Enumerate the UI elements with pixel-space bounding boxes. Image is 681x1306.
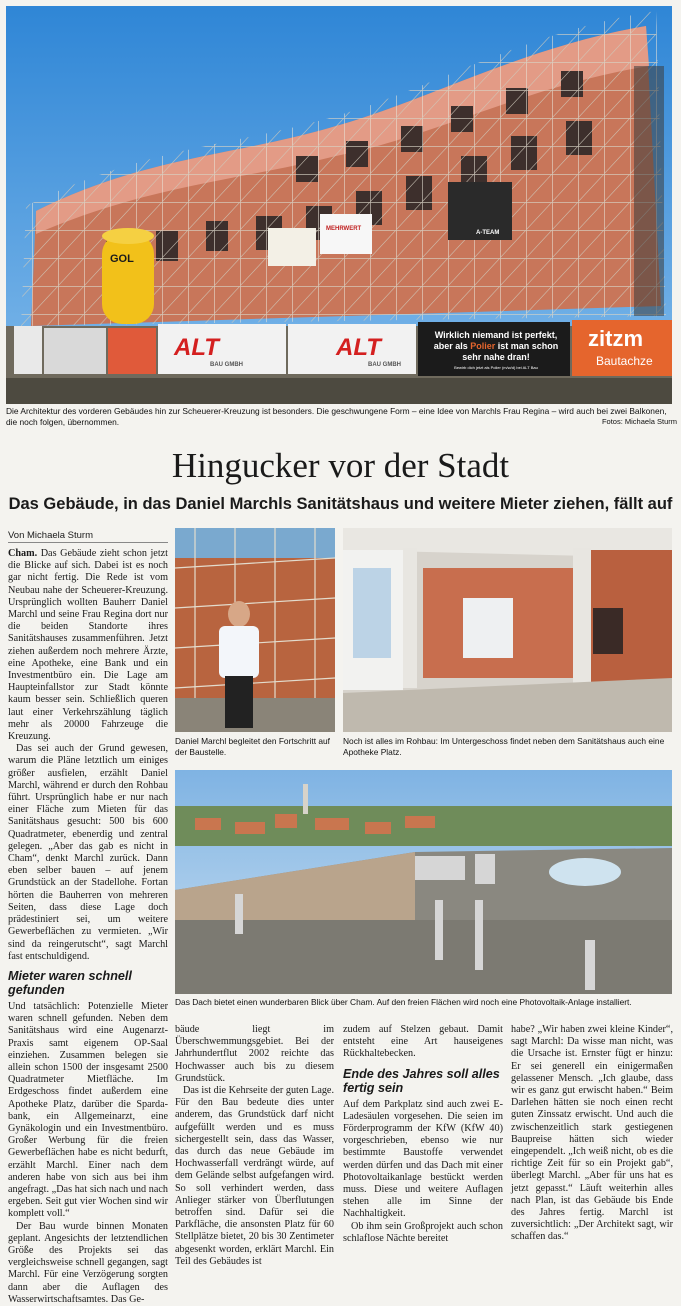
poster-line-2b: Polier [470,341,496,351]
roof-illustration [175,770,672,994]
ateam-banner: A-TEAM [476,230,500,236]
col2-paragraph-2: Das ist die Kehrseite der guten Lage. Für den Bau bedeute dies unter anderem, das Grundstück darf nicht aufgefüllt werden und es muss sichergestellt sein, dass das Wasser, das durch das neue Gebäude im Hochwasserfall verdrängt würde, auf dem Gelände selbst aufgefangen wird. So soll verhindert werden, dass Anlieger stärker von Überflutungen betroffen sind. Dafür sei die Parkfläche, die ansonsten Platz für 60 Stellplätze bietet, 20 bis 30 Zentimeter abgesenkt worden, erklärt Marchl. Ein Teil des Gebäudes ist [175,1085,334,1267]
mehrwert-banner: MEHRWERT [326,226,362,232]
alt-logo-left: ALT [174,334,219,361]
col1-p1-text: Das Gebäude zieht schon jetzt die Blicke auf sich. Dabei ist es noch gar nicht fertig. Die Rede ist vom Neubau nahe der Scheuerer-Kreuzung. Ursprünglich wollten Bauherr Daniel Marchl und seine Frau Regina dort nur die beiden Standorte ihres Sanitätshauses zusammenführen. Jetzt ziehen außerdem noch mehrere Ärzte, eine Apotheke, eine Bank und ein Investmentbüro ein. Die Lage am Haupteinfallstor zur Stadt könnte kaum besser sein. Schließlich queren laut einer Verkehrszählung täglich mehr als 20000 Fahrzeuge die Kreuzung. [8,548,169,743]
zitzm-logo: zitzm [588,326,643,351]
top-photo-caption: Die Architektur des vorderen Gebäudes hin zur Scheuerer-Kreuzung ist besonders. Die geschwungene Form – eine Idee von Marchls Frau Regina – wird auch bei zwei Balkonen, die noch folgen, übernommen. [6,406,667,427]
photo-credit: Fotos: Michaela Sturm [601,417,677,426]
portrait-illustration [175,528,335,732]
alt-sub-left: BAU GMBH [210,362,243,368]
interior-caption: Noch ist alles im Rohbau: Im Untergeschoss findet neben dem Sanitätshaus auch eine Apotheke Platz. [343,736,665,757]
byline-rule [8,542,168,543]
poster-small: Bewirb dich jetzt als Polier (m/w/d) bei ALT Bau [454,365,538,370]
roof-photo [175,770,672,994]
col4-paragraph-1: habe? „Wir haben zwei kleine Kinder“, sagt Marchl: Da wisse man nicht, was die Ursache ist. Ernster fügt er hinzu: Er sei generell ein einigermaßen gelassener Mensch. „Ich glaube, dass wir es ganz gut erwischt haben.“ Beim Darlehen hätten sie noch einen recht guten Zinssatz erwischt. Und auch die zwischenzeitlich stark gestiegenen Baupreise hätten sich wieder eingependelt. „Ich weiß nicht, ob es die richtige Zeit für so ein Projekt gab“, überlegt Marchl. „Aber für uns hat es jetzt gepasst.“ Läuft weiterhin alles nach Plan, ist das Gebäude bis Ende des Jahres fertig. Marchl ist zuversichtlich: „Der Architekt sagt, wir schaffen das.“ [511,1024,673,1243]
col1-paragraph-2: Das sei auch der Grund gewesen, warum die Pläne letztlich um einiges größer ausfielen, erzählt Daniel Marchl, während er durch den Rohbau führt. Ursprünglich habe er nur nach einer Fläche zum Mieten für das Sanitätshaus gesucht: 500 bis 600 Quadratmeter, ebenerdig und zentral gelegen. „Aber das gab es nicht in Cham“, denkt Marchl zurück. Dann eben selber bauen – auf jenem Grundstück an der Stadellohe. Fortan hörten die Bauherren von mehreren Seiten, dass diese Lage doch prädestiniert sei, um weitere Gewerbeflächen zu vermieten. „Wir sind da reingerutscht“, sagt Marchl fast entschuldigend. [8,743,168,962]
portrait-photo [175,528,335,732]
article-column-2 [175,1024,334,1267]
gol-logo: GOL [110,253,134,265]
alt-sub-right: BAU GMBH [368,362,401,368]
col3-paragraph-1: zudem auf Stelzen gebaut. Damit entsteht eine Art hauseigenes Rückhaltebecken. [343,1024,503,1060]
portrait-caption: Daniel Marchl begleitet den Fortschritt auf der Baustelle. [175,736,331,757]
col1-paragraph-3: Und tatsächlich: Potenzielle Mieter waren schnell gefunden. Neben dem Sanitätshaus wird eine Augenarzt-Praxis samt eigenem OP-Saal einziehen. Zusammen belegen sie allein schon 1500 der insgesamt 2500 Quadratmeter Mietfläche. Im Erdgeschoss findet außerdem eine Apotheke Platz, darüber die Sparda-bank, ein Allgemeinarzt, eine Gynäkologin und ein Investmentbüro. Großer Werbung für die freien Gewerbeflächen habe es nicht bedurft, erzählt Marchl. Einer nach dem anderen habe von sich aus bei ihm angefragt. „Das hat sich nach und nach ergeben. Seit gut vier Wochen sind wir komplett voll.“ [8,1000,168,1220]
poster-line-1: Wirklich niemand ist perfekt, [434,330,558,340]
dateline: Cham. [8,548,38,559]
subheadline: Das Gebäude, in das Daniel Marchls Sanitätshaus und weitere Mieter ziehen, fällt auf [8,495,673,513]
col1-paragraph-1 [8,548,168,743]
col1-paragraph-4: Der Bau wurde binnen Monaten geplant. Angesichts der letztendlichen Größe des Projekts sei das vergleichsweise schnell gegangen, sagt Marchl. Für eine Verzögerung sorgten dann aber die Auflagen des Wasserwirtschaftsamtes. Das Ge- [8,1220,168,1305]
article-column-1 [8,548,169,1305]
poster-line-2c: ist man schon [495,341,559,351]
byline: Von Michaela Sturm [8,530,94,541]
col3-paragraph-2: Auf dem Parkplatz sind auch zwei E-Ladesäulen vorgesehen. Die seien im Förderprogramm der KfW (KfW 40) vorgeschrieben, ebenso wie nur bestimmte Baustoffe verwendet werden dürfen und das Dach mit einer Photovoltaikanlage bestückt werden muss. Diese und weitere Auflagen stehen alle im Sinne der Nachhaltigkeit. [343,1098,503,1220]
article-column-3 [343,1024,503,1244]
interior-photo [343,528,672,732]
roof-caption: Das Dach bietet einen wunderbaren Blick über Cham. Auf den freien Flächen wird noch eine Photovoltaik-Anlage installiert. [175,997,632,1007]
poster-line-3: sehr nahe dran! [462,352,530,362]
col2-paragraph-1: bäude liegt im Überschwemmungsgebiet. Bei der Jahrhundertflut 2002 reichte das Hochwasser auch bis zu diesem Grundstück. [175,1024,334,1084]
col3-paragraph-3: Ob ihm sein Großprojekt auch schon schlaflose Nächte bereitet [343,1220,503,1244]
headline: Hingucker vor der Stadt [171,446,510,485]
building-photo [6,6,672,404]
subheading-ende: Ende des Jahres soll alles fertig sein [343,1066,500,1095]
article-column-4 [511,1024,673,1243]
zitzm-sub: Bautachze [596,354,653,368]
poster-line-2 [426,341,566,352]
interior-illustration [343,528,672,732]
alt-logo-right: ALT [336,334,381,361]
poster-text [426,330,566,371]
poster-line-2a: aber als [433,341,471,351]
subheading-mieter: Mieter waren schnell gefunden [8,968,132,997]
